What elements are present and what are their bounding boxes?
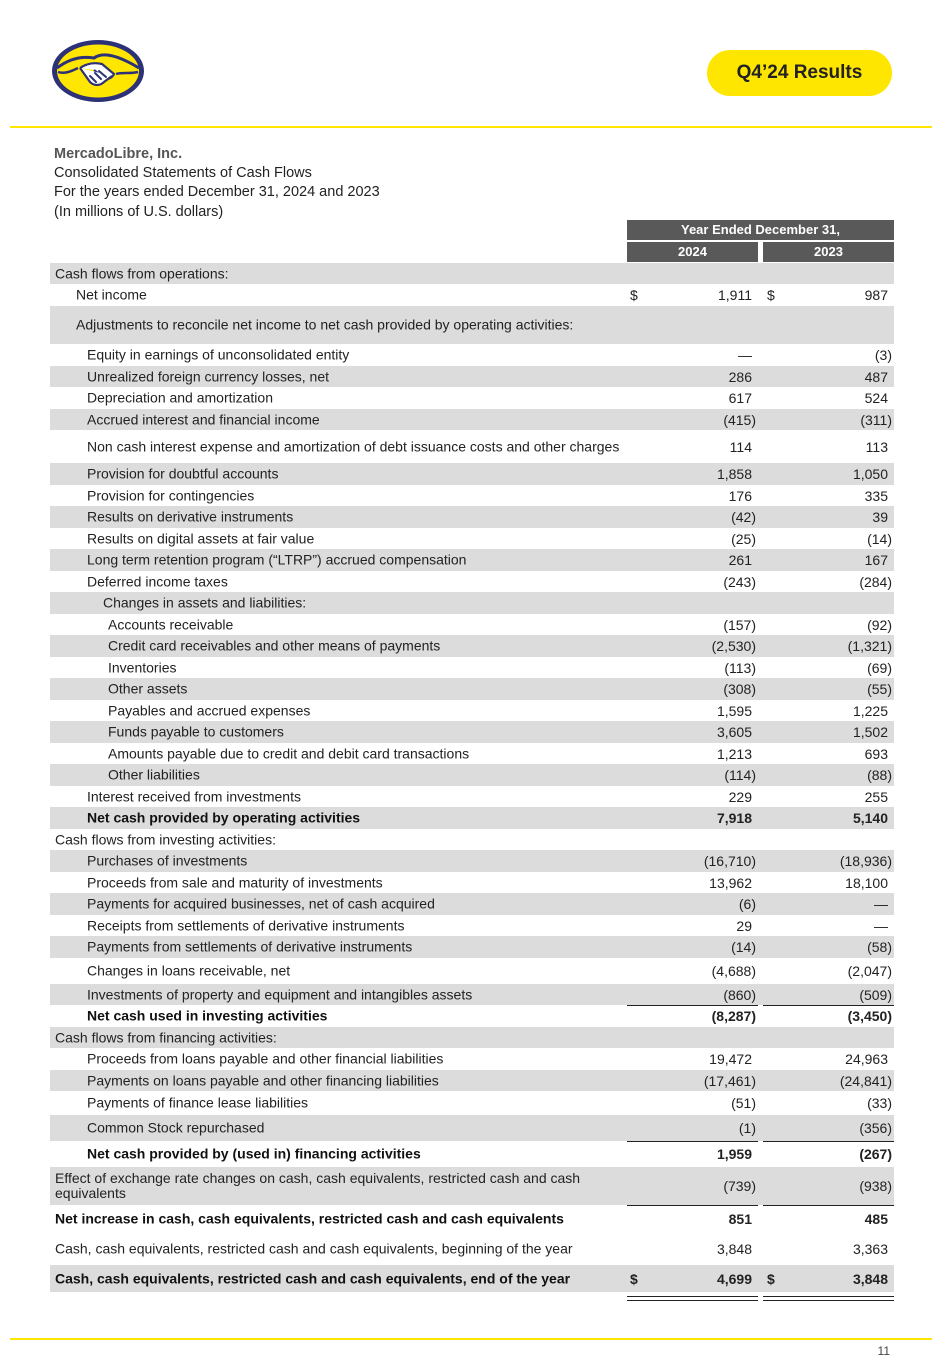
value-2024: 7,918 — [716, 810, 752, 826]
value-2024: (14) — [731, 939, 756, 955]
table-row — [50, 1205, 894, 1233]
cash-flow-table — [50, 263, 894, 1292]
value-2023: 485 — [864, 1211, 888, 1227]
row-label: Payables and accrued expenses — [108, 702, 311, 718]
currency-symbol-2024: $ — [630, 287, 638, 303]
value-2023: (92) — [867, 616, 892, 633]
row-label: Cash, cash equivalents, restricted cash and cash equivalents, beginning of the year — [55, 1240, 573, 1257]
row-label: Depreciation and amortization — [87, 389, 273, 406]
table-row — [50, 893, 894, 915]
table-row — [50, 807, 894, 829]
row-label: Amounts payable due to credit and debit card transactions — [108, 745, 470, 761]
row-label: Results on digital assets at fair value — [87, 530, 315, 546]
table-row — [50, 1027, 894, 1048]
table-row — [50, 635, 894, 657]
row-label: Net increase in cash, cash equivalents, restricted cash and cash equivalents — [55, 1210, 564, 1227]
value-2024: (308) — [723, 681, 756, 697]
value-2023: (509) — [859, 986, 892, 1003]
row-label: Cash flows from financing activities: — [55, 1029, 277, 1045]
row-label: Equity in earnings of unconsolidated entity — [87, 346, 350, 363]
table-row — [50, 657, 894, 678]
statement-units: (In millions of U.S. dollars) — [54, 203, 224, 220]
table-row — [50, 1167, 894, 1205]
row-label: Net cash provided by operating activities — [87, 809, 361, 826]
value-2024: 851 — [728, 1211, 752, 1227]
value-2024: 3,848 — [716, 1241, 752, 1257]
table-row — [50, 366, 894, 387]
table-row — [50, 850, 894, 872]
table-row — [50, 1048, 894, 1070]
footer-divider — [10, 1338, 932, 1340]
table-row — [50, 571, 894, 592]
currency-symbol-2023: $ — [767, 287, 775, 303]
row-label: Common Stock repurchased — [87, 1119, 265, 1136]
row-label: Proceeds from loans payable and other financial liabilities — [87, 1050, 444, 1067]
currency-symbol-2023: $ — [767, 1270, 775, 1287]
value-2024: (113) — [724, 659, 756, 676]
statement-name: Consolidated Statements of Cash Flows — [54, 165, 312, 182]
value-2024: (25) — [731, 530, 756, 547]
company-name: MercadoLibre, Inc. — [54, 146, 183, 162]
value-2024: — — [738, 347, 752, 363]
value-2024: (42) — [731, 509, 756, 525]
value-2023: (18,936) — [839, 853, 892, 869]
value-2024: 3,605 — [716, 724, 752, 740]
statement-period: For the years ended December 31, 2024 and 2023 — [54, 184, 380, 201]
value-2023: — — [874, 917, 888, 934]
value-2023: (69) — [867, 659, 892, 676]
table-row — [50, 549, 894, 571]
table-row — [50, 786, 894, 807]
value-2024: 1,911 — [718, 287, 752, 303]
column-header-2024: 2024 — [627, 242, 758, 262]
value-2023: 1,225 — [852, 702, 888, 719]
table-row — [50, 829, 894, 850]
row-label: Net cash used in investing activities — [87, 1007, 328, 1024]
statement-title-block — [54, 145, 380, 222]
value-2023: 487 — [864, 368, 888, 385]
page-number: 11 — [877, 1344, 890, 1358]
row-label: Purchases of investments — [87, 852, 248, 869]
table-row — [50, 506, 894, 528]
value-2023: 255 — [864, 788, 888, 805]
table-row — [50, 1141, 894, 1167]
row-label: Accrued interest and financial income — [87, 411, 320, 427]
value-2024: (16,710) — [703, 853, 756, 869]
row-label: Interest received from investments — [87, 788, 301, 804]
row-label: Other liabilities — [108, 766, 200, 783]
value-2023: 3,848 — [852, 1270, 888, 1287]
value-2023: 39 — [872, 509, 888, 525]
value-2024: 176 — [728, 487, 752, 504]
value-2023: (267) — [859, 1146, 892, 1162]
value-2023: — — [874, 896, 888, 912]
table-row — [50, 528, 894, 549]
row-label: Changes in loans receivable, net — [87, 962, 291, 979]
value-2024: (739) — [723, 1178, 756, 1194]
value-2023: (311) — [860, 411, 892, 428]
value-2024: (415) — [723, 411, 756, 428]
table-row — [50, 700, 894, 721]
row-label: Payments on loans payable and other financing liabilities — [87, 1072, 439, 1088]
value-2024: 1,595 — [716, 702, 752, 719]
currency-symbol-2024: $ — [630, 1270, 638, 1287]
value-2023: (284) — [859, 573, 892, 590]
row-label: Payments for acquired businesses, net of cash acquired — [87, 895, 435, 912]
mercadolibre-logo — [50, 38, 146, 104]
column-group-header: Year Ended December 31, — [627, 220, 894, 240]
table-row — [50, 430, 894, 463]
value-2023: (14) — [867, 530, 892, 547]
column-header-2023: 2023 — [763, 242, 894, 262]
table-row — [50, 743, 894, 764]
table-row — [50, 984, 894, 1005]
row-label: Funds payable to customers — [108, 723, 284, 740]
value-2023: 18,100 — [845, 874, 888, 891]
row-label: Cash flows from investing activities: — [55, 831, 276, 847]
total-double-rule — [763, 1296, 894, 1301]
row-label: Cash, cash equivalents, restricted cash and cash equivalents, end of the year — [55, 1270, 571, 1286]
value-2023: (3,450) — [847, 1008, 892, 1024]
value-2024: (8,287) — [711, 1008, 756, 1024]
value-2023: 987 — [864, 287, 888, 303]
row-label: Provision for doubtful accounts — [87, 465, 279, 482]
row-label: Net cash provided by (used in) financing activities — [87, 1145, 421, 1162]
table-row — [50, 721, 894, 743]
table-row — [50, 387, 894, 409]
row-label: Inventories — [108, 659, 177, 675]
header-divider — [10, 126, 932, 128]
table-row — [50, 1233, 894, 1265]
row-label: Long term retention program (“LTRP”) accrued compensation — [87, 551, 467, 568]
table-row — [50, 915, 894, 936]
row-label: Cash flows from operations: — [55, 265, 229, 281]
value-2024: 617 — [728, 390, 752, 406]
row-label: Adjustments to reconcile net income to net cash provided by operating activities: — [76, 316, 574, 333]
value-2024: (51) — [731, 1095, 756, 1111]
table-row — [50, 306, 894, 344]
table-row — [50, 284, 894, 306]
table-row — [50, 678, 894, 700]
row-label: Payments from settlements of derivative instruments — [87, 938, 413, 955]
value-2023: 113 — [865, 438, 888, 455]
value-2024: 114 — [729, 438, 752, 455]
value-2024: (860) — [723, 986, 756, 1003]
value-2023: (356) — [859, 1120, 892, 1136]
value-2024: 29 — [736, 917, 752, 934]
row-label: Changes in assets and liabilities: — [103, 594, 307, 611]
value-2023: (938) — [859, 1178, 892, 1194]
row-label: Unrealized foreign currency losses, net — [87, 368, 330, 384]
value-2024: 13,962 — [709, 874, 752, 891]
value-2023: (2,047) — [847, 963, 892, 979]
value-2024: 1,959 — [716, 1146, 752, 1162]
table-row — [50, 1265, 894, 1292]
table-row — [50, 1115, 894, 1141]
value-2024: 4,699 — [716, 1270, 752, 1287]
total-double-rule — [627, 1296, 758, 1301]
value-2023: (33) — [867, 1095, 892, 1111]
row-label: Deferred income taxes — [87, 573, 228, 589]
value-2024: (17,461) — [703, 1072, 756, 1089]
table-row — [50, 409, 894, 430]
table-row — [50, 344, 894, 366]
value-2024: (157) — [723, 616, 756, 633]
value-2023: (88) — [867, 767, 892, 783]
value-2024: (243) — [723, 573, 756, 590]
value-2024: 1,213 — [716, 745, 752, 762]
value-2023: 1,502 — [852, 724, 888, 740]
value-2024: (2,530) — [711, 638, 756, 654]
value-2024: (1) — [738, 1120, 756, 1136]
table-row — [50, 592, 894, 614]
row-label: Effect of exchange rate changes on cash, cash equivalents, restricted cash and cash equivalents — [55, 1170, 581, 1201]
row-label: Credit card receivables and other means of payments — [108, 637, 441, 654]
table-row — [50, 614, 894, 635]
table-row — [50, 1091, 894, 1115]
value-2024: 286 — [728, 368, 752, 385]
quarter-results-badge: Q4’24 Results — [707, 50, 892, 96]
table-row — [50, 936, 894, 958]
value-2024: 229 — [728, 788, 752, 805]
row-label: Non cash interest expense and amortization of debt issuance costs and other charges — [87, 438, 620, 454]
value-2023: (3) — [874, 347, 892, 363]
table-row — [50, 872, 894, 893]
value-2023: 1,050 — [852, 466, 888, 482]
row-label: Accounts receivable — [108, 616, 234, 632]
value-2024: (4,688) — [711, 963, 756, 979]
value-2024: 261 — [728, 552, 752, 568]
value-2023: 3,363 — [852, 1241, 888, 1257]
value-2024: (6) — [738, 896, 756, 912]
value-2023: (55) — [867, 681, 892, 697]
row-label: Results on derivative instruments — [87, 508, 294, 525]
value-2023: 24,963 — [845, 1051, 888, 1067]
row-label: Provision for contingencies — [87, 487, 255, 503]
table-row — [50, 764, 894, 786]
value-2024: 1,858 — [716, 466, 752, 482]
value-2023: (1,321) — [847, 638, 892, 654]
value-2023: 693 — [864, 745, 888, 762]
value-2023: 5,140 — [852, 810, 888, 826]
row-label: Investments of property and equipment and intangibles assets — [87, 986, 473, 1002]
value-2023: 335 — [864, 487, 888, 504]
row-label: Proceeds from sale and maturity of investments — [87, 874, 383, 890]
value-2023: (24,841) — [839, 1072, 892, 1089]
row-label: Net income — [76, 286, 147, 303]
table-row — [50, 958, 894, 984]
table-row — [50, 485, 894, 506]
table-row — [50, 1070, 894, 1091]
value-2023: 524 — [864, 390, 888, 406]
value-2024: (114) — [724, 767, 756, 783]
value-2023: 167 — [864, 552, 888, 568]
table-row — [50, 463, 894, 485]
value-2024: 19,472 — [709, 1051, 752, 1067]
row-label: Other assets — [108, 680, 188, 697]
row-label: Receipts from settlements of derivative instruments — [87, 917, 405, 933]
table-row — [50, 263, 894, 284]
row-label: Payments of finance lease liabilities — [87, 1094, 309, 1111]
value-2023: (58) — [867, 939, 892, 955]
table-row — [50, 1005, 894, 1027]
